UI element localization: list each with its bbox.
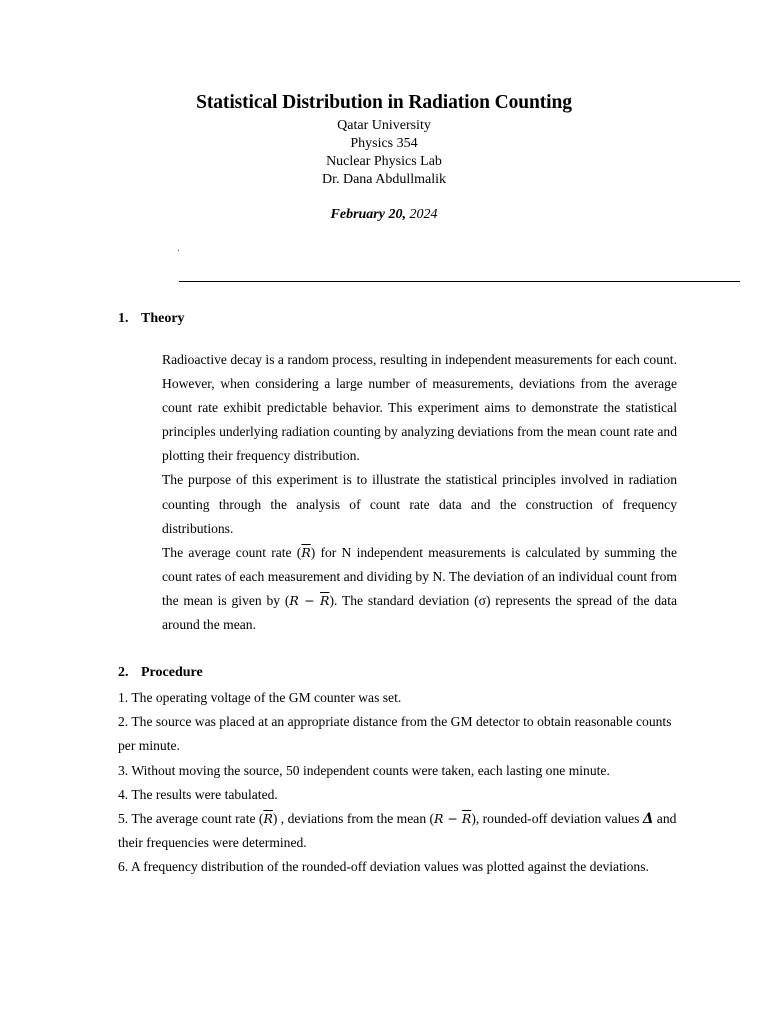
instructor: Dr. Dana Abdullmalik	[321, 172, 447, 187]
deviation-symbol	[434, 811, 471, 826]
stray-mark: .	[177, 240, 180, 254]
text-run: and their frequencies were determined.	[118, 811, 677, 851]
section-title: Procedure	[141, 665, 203, 680]
minus-sign: −	[443, 811, 462, 827]
theory-paragraph: The purpose of this experiment is to illustrate the statistical principles involved in radiation counting through the analysis of count rate data and the construction of frequency distributions.	[162, 472, 677, 536]
section-heading-procedure	[118, 665, 203, 681]
text-run: 5. The average count rate (	[118, 811, 264, 827]
lab-name: Nuclear Physics Lab	[326, 154, 442, 169]
mean-symbol: $\overline{R}$	[301, 544, 311, 560]
procedure-step: 4. The results were tabulated.	[118, 786, 278, 802]
delta-symbol: Δ	[642, 811, 654, 828]
date-year: 2024	[409, 207, 438, 222]
text-run: ), rounded-off deviation values	[471, 811, 643, 827]
mean-symbol: $\overline{R}$	[263, 811, 273, 827]
section-number: 1.	[118, 311, 129, 326]
section-number: 2.	[118, 665, 129, 680]
procedure-step	[118, 807, 688, 855]
theory-paragraph	[162, 541, 677, 637]
procedure-step: 1. The operating voltage of the GM counter was set.	[118, 690, 402, 705]
date-month-day: February 20,	[330, 207, 406, 222]
r-symbol: R	[289, 592, 299, 608]
text-run: ) , deviations from the mean (	[272, 811, 435, 827]
document-title: Statistical Distribution in Radiation Counting	[196, 92, 572, 113]
r-symbol: R	[434, 811, 444, 827]
text-run: ) for N independent measurements is calculated by summing the count rates of each measurement and dividing by N. The deviation of an individual count from the mean is given by (	[162, 544, 677, 608]
mean-symbol: $\overline{R}$	[461, 811, 472, 827]
course: Physics 354	[350, 136, 418, 151]
section-heading-theory	[118, 311, 185, 327]
deviation-symbol	[289, 593, 329, 608]
mean-symbol: $\overline{R}$	[320, 592, 330, 608]
minus-sign: −	[298, 592, 321, 608]
text-run: The average count rate (	[162, 544, 302, 560]
divider-line	[179, 281, 740, 282]
procedure-body	[118, 686, 688, 880]
procedure-step: 6. A frequency distribution of the rounded-off deviation values was plotted against the deviations.	[118, 859, 649, 875]
text-run: ). The standard deviation (σ) represents the spread of the data around the mean.	[162, 592, 677, 633]
date	[0, 207, 768, 223]
procedure-step: 2. The source was placed at an appropriate distance from the GM detector to obtain reasonable counts per minute.	[118, 714, 672, 754]
theory-body	[162, 348, 677, 637]
section-title: Theory	[141, 311, 185, 326]
theory-paragraph: Radioactive decay is a random process, resulting in independent measurements for each count. However, when considering a large number of measurements, deviations from the average count rate exhibit predictable behavior. This experiment aims to demonstrate the statistical principles underlying radiation counting by analyzing deviations from the mean count rate and plotting their frequency distribution.	[162, 352, 677, 464]
procedure-step: 3. Without moving the source, 50 independent counts were taken, each lasting one minute.	[118, 762, 610, 778]
institution: Qatar University	[337, 118, 431, 133]
